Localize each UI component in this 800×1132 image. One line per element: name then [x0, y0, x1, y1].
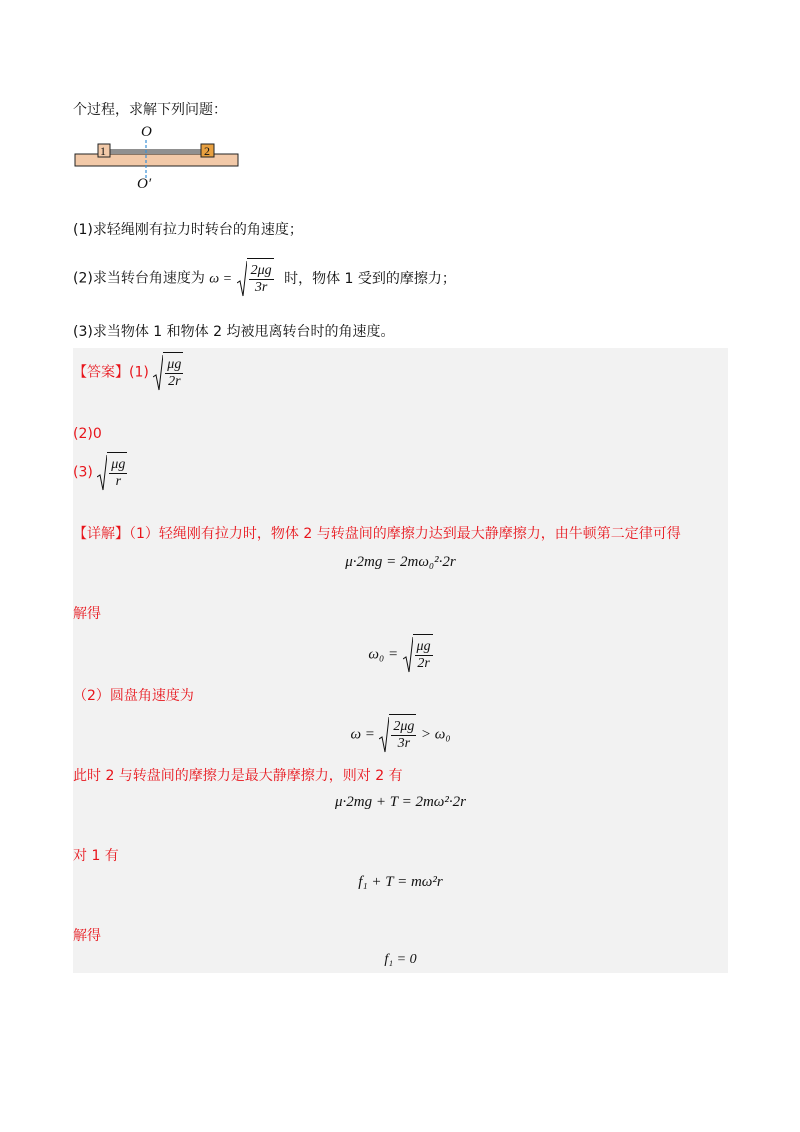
answer-3-denominator: r [115, 473, 122, 489]
answer-3-numerator: μg [111, 456, 126, 472]
block-2-label: 2 [204, 144, 210, 158]
equation-3-denominator: 3r [397, 735, 411, 751]
equation-6: f₁ = 0 [384, 952, 417, 967]
equation-2-sqrt [403, 634, 433, 675]
answer-3-sqrt [97, 452, 127, 493]
turntable-diagram [73, 122, 243, 194]
question-2-denominator: 3r [254, 279, 268, 295]
axis-top-label: O [141, 124, 152, 140]
question-1: (1)求轻绳刚有拉力时转台的角速度； [73, 222, 303, 238]
equation-2 [73, 634, 728, 674]
explain-paragraph-4: 对 1 有 [73, 848, 119, 864]
solve-label-2: 解得 [73, 928, 101, 944]
equation-3-numerator: 2μg [393, 718, 415, 734]
equation-3 [73, 714, 728, 754]
explain-paragraph-1 [73, 524, 681, 544]
answer-2: (2)0 [73, 426, 102, 442]
explain-p1-text: （1）轻绳刚有拉力时，物体 2 与转盘间的摩擦力达到最大静摩擦力，由牛顿第二定律可得 [129, 526, 681, 542]
intro-text: 个过程，求解下列问题： [73, 102, 227, 118]
equation-5: f₁ + T = mω²r [358, 874, 443, 890]
answer-3-prefix: (3) [73, 464, 93, 481]
equation-4: μ·2mg + T = 2mω²·2r [335, 794, 466, 810]
equation-2-denominator: 2r [417, 655, 430, 671]
question-2-prefix: (2)求当转台角速度为 [73, 270, 205, 287]
answer-1 [73, 352, 183, 392]
explain-paragraph-3: 此时 2 与转盘间的摩擦力是最大静摩擦力，则对 2 有 [73, 768, 403, 784]
turntable-figure [73, 122, 243, 194]
question-2 [73, 258, 456, 298]
equation-3-right: > ω₀ [420, 726, 451, 743]
equation-2-left: ω₀ = [368, 646, 399, 663]
block-1-label: 1 [100, 144, 106, 158]
axis-bottom-label: O′ [137, 176, 152, 192]
answer-1-numerator: μg [167, 356, 182, 372]
question-3: (3)求当物体 1 和物体 2 均被甩离转台时的角速度。 [73, 324, 395, 340]
question-2-sqrt [237, 258, 274, 299]
question-2-omega: ω = [209, 271, 233, 287]
explain-paragraph-2: （2）圆盘角速度为 [73, 688, 194, 704]
answer-3 [73, 452, 127, 492]
question-2-numerator: 2μg [250, 262, 272, 278]
answer-1-denominator: 2r [168, 373, 181, 389]
answer-tag: 【答案】 [73, 364, 129, 381]
answer-1-prefix: (1) [129, 364, 149, 381]
solve-label-1: 解得 [73, 606, 101, 622]
answer-1-sqrt [153, 352, 183, 393]
equation-3-left: ω = [350, 726, 375, 743]
question-2-suffix: 时，物体 1 受到的摩擦力； [284, 270, 456, 287]
equation-2-numerator: μg [416, 638, 431, 654]
equation-1: μ·2mg = 2mω₀²·2r [345, 554, 456, 570]
explain-tag: 【详解】 [73, 526, 129, 542]
equation-3-sqrt [379, 714, 416, 755]
